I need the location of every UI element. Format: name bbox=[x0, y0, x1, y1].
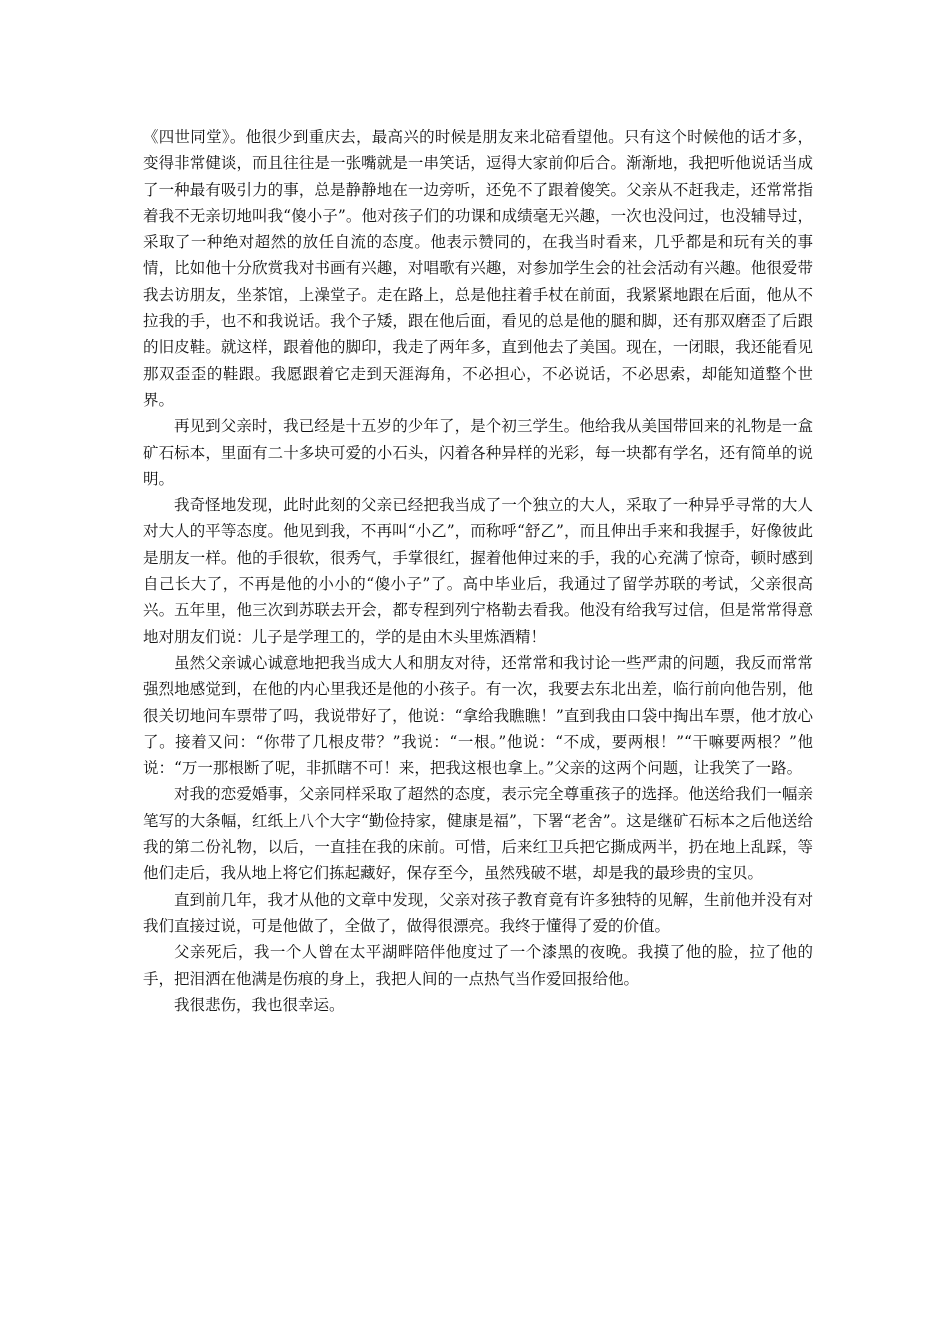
paragraph-8: 我很悲伤，我也很幸运。 bbox=[174, 995, 345, 1014]
paragraph-4: 虽然父亲诚心诚意地把我当成大人和朋友对待，还常常和我讨论一些严肃的问题，我反而常常强烈地感觉到，在他的内心里我还是他的小孩子。有一次，我要去东北出差，临行前向他告别，他很关切地问车票带了吗，我说带好了，他说：“拿给我瞧瞧！”直到我由口袋中掏出车票，他才放心了。接着又问：“你带了几根皮带？”我说：“一根。”他说：“不成，要两根！”“干嘛要两根？”他说：“万一那根断了呢，非抓瞎不可！来，把我这根也拿上。”父亲的这两个问题，让我笑了一路。 bbox=[143, 653, 813, 778]
paragraph-2: 再见到父亲时，我已经是十五岁的少年了，是个初三学生。他给我从美国带回来的礼物是一盒矿石标本，里面有二十多块可爱的小石头，闪着各种异样的光彩，每一块都有学名，还有简单的说明。 bbox=[143, 417, 813, 488]
paragraph-6: 直到前几年，我才从他的文章中发现，父亲对孩子教育竟有许多独特的见解，生前他并没有对我们直接过说，可是他做了，全做了，做得很漂亮。我终于懂得了爱的价值。 bbox=[143, 890, 813, 935]
paragraph-5: 对我的恋爱婚事，父亲同样采取了超然的态度，表示完全尊重孩子的选择。他送给我们一幅亲笔写的大条幅，红纸上八个大字“勤俭持家，健康是福”，下署“老舍”。这是继矿石标本之后他送给我的第二份礼物，以后，一直挂在我的床前。可惜，后来红卫兵把它撕成两半，扔在地上乱踩，等他们走后，我从地上将它们拣起藏好，保存至今，虽然残破不堪，却是我的最珍贵的宝贝。 bbox=[143, 785, 813, 883]
document-body bbox=[143, 124, 813, 1018]
paragraph-7: 父亲死后，我一个人曾在太平湖畔陪伴他度过了一个漆黑的夜晚。我摸了他的脸，拉了他的手，把泪洒在他满是伤痕的身上，我把人间的一点热气当作爱回报给他。 bbox=[143, 943, 813, 988]
paragraph-3: 我奇怪地发现，此时此刻的父亲已经把我当成了一个独立的大人，采取了一种异乎寻常的大人对大人的平等态度。他见到我，不再叫“小乙”，而称呼“舒乙”，而且伸出手来和我握手，好像彼此是朋友一样。他的手很软，很秀气，手掌很红，握着他伸过来的手，我的心充满了惊奇，顿时感到自己长大了，不再是他的小小的“傻小子”了。高中毕业后，我通过了留学苏联的考试，父亲很高兴。五年里，他三次到苏联去开会，都专程到列宁格勒去看我。他没有给我写过信，但是常常得意地对朋友们说：儿子是学理工的，学的是由木头里炼酒精！ bbox=[143, 496, 813, 646]
paragraph-1: 《四世同堂》。他很少到重庆去，最高兴的时候是朋友来北碚看望他。只有这个时候他的话才多，变得非常健谈，而且往往是一张嘴就是一串笑话，逗得大家前仰后合。渐渐地，我把听他说话当成了一种最有吸引力的事，总是静静地在一边旁听，还免不了跟着傻笑。父亲从不赶我走，还常常指着我不无亲切地叫我“傻小子”。他对孩子们的功课和成绩毫无兴趣，一次也没问过，也没辅导过，采取了一种绝对超然的放任自流的态度。他表示赞同的，在我当时看来，几乎都是和玩有关的事情，比如他十分欣赏我对书画有兴趣，对唱歌有兴趣，对参加学生会的社会活动有兴趣。他很爱带我去访朋友，坐茶馆，上澡堂子。走在路上，总是他拄着手杖在前面，我紧紧地跟在后面，他从不拉我的手，也不和我说话。我个子矮，跟在他后面，看见的总是他的腿和脚，还有那双磨歪了后跟的旧皮鞋。就这样，跟着他的脚印，我走了两年多，直到他去了美国。现在，一闭眼，我还能看见那双歪歪的鞋跟。我愿跟着它走到天涯海角，不必担心，不必说话，不必思索，却能知道整个世界。 bbox=[143, 128, 813, 409]
